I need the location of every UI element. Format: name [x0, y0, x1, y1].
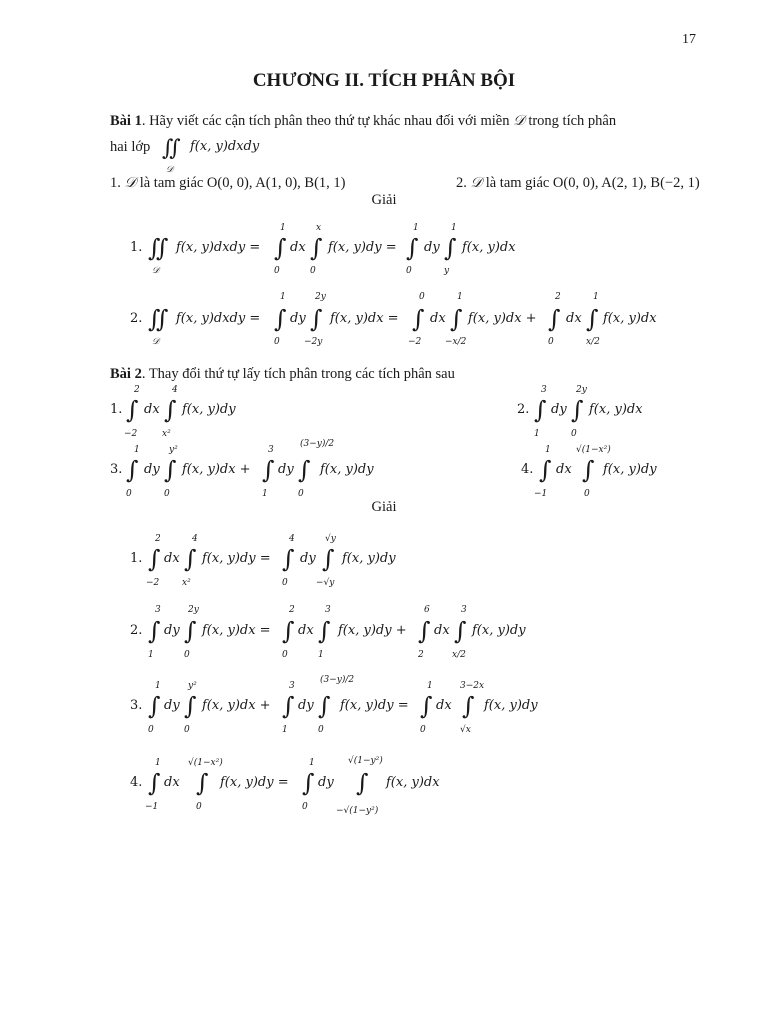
svg-text:0: 0: [184, 650, 190, 660]
case1-label: 1.: [110, 175, 121, 191]
bai2-solution-2: [130, 605, 526, 660]
svg-text:f(x, y)dxdy =: f(x, y)dxdy =: [176, 240, 261, 255]
svg-text:∫: ∫: [274, 234, 287, 262]
svg-text:0: 0: [310, 266, 316, 276]
svg-text:f(x, y)dx =: f(x, y)dx =: [330, 311, 399, 326]
svg-text:𝒟: 𝒟: [152, 266, 160, 276]
svg-text:∫: ∫: [282, 692, 295, 720]
svg-text:f(x, y)dx +: f(x, y)dx +: [182, 462, 251, 477]
svg-text:f(x, y)dy =: f(x, y)dy =: [340, 698, 409, 713]
svg-text:∫: ∫: [310, 234, 323, 262]
svg-text:f(x, y)dxdy: f(x, y)dxdy: [190, 139, 260, 154]
svg-text:∫: ∫: [282, 617, 295, 645]
svg-text:1: 1: [280, 292, 286, 302]
bai2-label: Bài 2: [110, 366, 142, 382]
svg-text:0: 0: [419, 292, 425, 302]
svg-text:y²: y²: [169, 445, 178, 455]
svg-text:4.: 4.: [521, 462, 534, 477]
svg-text:f(x, y)dy =: f(x, y)dy =: [328, 240, 397, 255]
bai1-solution-label: Giải: [371, 192, 397, 208]
svg-text:0: 0: [196, 802, 202, 812]
svg-text:∫: ∫: [454, 617, 467, 645]
svg-text:√y: √y: [325, 534, 336, 544]
svg-text:−2y: −2y: [304, 337, 323, 347]
bai2-solution-4: [130, 755, 440, 816]
svg-text:3−2x: 3−2x: [460, 681, 485, 691]
svg-text:dx: dx: [430, 311, 446, 326]
svg-text:2: 2: [555, 292, 561, 302]
svg-text:√(1−y²): √(1−y²): [348, 756, 383, 766]
svg-text:dy: dy: [144, 462, 160, 477]
svg-text:dx: dx: [434, 623, 450, 638]
svg-text:2: 2: [289, 605, 295, 615]
svg-text:f(x, y)dy =: f(x, y)dy =: [220, 775, 289, 790]
svg-text:∫: ∫: [274, 305, 287, 333]
svg-text:2: 2: [155, 534, 161, 544]
svg-text:4: 4: [289, 534, 295, 544]
svg-text:f(x, y)dx +: f(x, y)dx +: [468, 311, 537, 326]
svg-text:∫: ∫: [318, 692, 331, 720]
svg-text:6: 6: [424, 605, 430, 615]
svg-text:f(x, y)dy: f(x, y)dy: [182, 402, 236, 417]
svg-text:dy: dy: [164, 698, 180, 713]
svg-text:1: 1: [280, 223, 286, 233]
svg-text:∫: ∫: [548, 305, 561, 333]
svg-text:3: 3: [325, 605, 331, 615]
case2-text: là tam giác O(0, 0), A(2, 1), B(−2, 1): [485, 175, 700, 191]
svg-text:f(x, y)dy: f(x, y)dy: [603, 462, 657, 477]
svg-text:−√(1−y²): −√(1−y²): [336, 806, 379, 816]
svg-text:dx: dx: [436, 698, 452, 713]
svg-text:𝒟: 𝒟: [166, 165, 174, 175]
svg-text:∫: ∫: [539, 456, 552, 484]
svg-text:∫: ∫: [148, 545, 161, 573]
svg-text:∫: ∫: [406, 234, 419, 262]
svg-text:0: 0: [548, 337, 554, 347]
svg-text:dx: dx: [164, 775, 180, 790]
svg-text:2.: 2.: [130, 623, 143, 638]
svg-text:dx: dx: [556, 462, 572, 477]
bai2-solution-3: [130, 674, 538, 735]
page-number: 17: [682, 32, 696, 47]
svg-text:−2: −2: [408, 337, 422, 347]
svg-text:dy: dy: [551, 402, 567, 417]
svg-text:f(x, y)dy: f(x, y)dy: [484, 698, 538, 713]
svg-text:1: 1: [148, 650, 154, 660]
svg-text:f(x, y)dy +: f(x, y)dy +: [338, 623, 407, 638]
svg-text:0: 0: [302, 802, 308, 812]
svg-text:1: 1: [155, 758, 161, 768]
svg-text:f(x, y)dx =: f(x, y)dx =: [202, 623, 271, 638]
svg-text:0: 0: [406, 266, 412, 276]
svg-text:4.: 4.: [130, 775, 143, 790]
svg-text:dy: dy: [298, 698, 314, 713]
svg-text:0: 0: [571, 429, 577, 439]
svg-text:∫: ∫: [164, 396, 177, 424]
svg-text:(3−y)/2: (3−y)/2: [320, 675, 355, 685]
bai2-solution-label: Giải: [371, 499, 397, 515]
svg-text:2.: 2.: [130, 311, 143, 326]
svg-text:x/2: x/2: [452, 650, 466, 660]
svg-text:f(x, y)dx: f(x, y)dx: [462, 240, 516, 255]
svg-text:1: 1: [309, 758, 315, 768]
svg-text:∫: ∫: [184, 545, 197, 573]
svg-text:1: 1: [451, 223, 457, 233]
svg-text:2y: 2y: [315, 292, 326, 302]
double-integral-sign: ∬: [162, 136, 181, 161]
svg-text:√(1−x²): √(1−x²): [576, 445, 611, 455]
bai1-double-integral: [162, 136, 260, 175]
bai2-problem-1: [110, 385, 236, 439]
svg-text:∫: ∫: [571, 396, 584, 424]
svg-text:3: 3: [541, 385, 547, 395]
svg-text:1.: 1.: [130, 551, 143, 566]
svg-text:∫: ∫: [164, 456, 177, 484]
bai2-problem-4: [521, 444, 657, 499]
svg-text:1: 1: [413, 223, 419, 233]
svg-text:∫: ∫: [262, 456, 275, 484]
svg-text:f(x, y)dx: f(x, y)dx: [589, 402, 643, 417]
svg-text:∫: ∫: [418, 617, 431, 645]
svg-text:∫: ∫: [282, 545, 295, 573]
svg-text:𝒟: 𝒟: [152, 337, 160, 347]
svg-text:0: 0: [298, 489, 304, 499]
svg-text:3.: 3.: [110, 462, 123, 477]
case2-domain: 𝒟: [470, 175, 483, 191]
svg-text:∫: ∫: [420, 692, 433, 720]
svg-text:dy: dy: [278, 462, 294, 477]
svg-text:x²: x²: [162, 429, 171, 439]
case2-label: 2.: [456, 175, 467, 191]
svg-text:∫: ∫: [148, 692, 161, 720]
svg-text:f(x, y)dx +: f(x, y)dx +: [202, 698, 271, 713]
svg-text:1: 1: [318, 650, 324, 660]
svg-text:∫: ∫: [534, 396, 547, 424]
svg-text:∫: ∫: [126, 396, 139, 424]
svg-text:∫: ∫: [184, 617, 197, 645]
svg-text:∫: ∫: [196, 769, 209, 797]
svg-text:2: 2: [134, 385, 140, 395]
svg-text:0: 0: [126, 489, 132, 499]
svg-text:1: 1: [427, 681, 433, 691]
svg-text:2: 2: [418, 650, 424, 660]
bai2-problem-3: [110, 438, 374, 499]
svg-text:∬: ∬: [148, 234, 169, 262]
svg-text:1: 1: [593, 292, 599, 302]
svg-text:dy: dy: [290, 311, 306, 326]
svg-text:0: 0: [274, 337, 280, 347]
svg-text:∫: ∫: [148, 769, 161, 797]
svg-text:1: 1: [134, 445, 140, 455]
bai1-solution-2: [130, 292, 657, 347]
svg-text:∫: ∫: [310, 305, 323, 333]
svg-text:x²: x²: [182, 578, 191, 588]
svg-text:dy: dy: [164, 623, 180, 638]
svg-text:∫: ∫: [450, 305, 463, 333]
bai1-label: Bài 1: [110, 113, 142, 129]
svg-text:f(x, y)dx: f(x, y)dx: [386, 775, 440, 790]
svg-text:f(x, y)dy =: f(x, y)dy =: [202, 551, 271, 566]
svg-text:∫: ∫: [302, 769, 315, 797]
bai2-text: . Thay đổi thứ tự lấy tích phân trong các tích phân sau: [141, 366, 455, 382]
chapter-title: CHƯƠNG II. TÍCH PHÂN BỘI: [252, 70, 516, 91]
svg-text:∫: ∫: [356, 769, 369, 797]
svg-text:dx: dx: [298, 623, 314, 638]
svg-text:1.: 1.: [130, 240, 143, 255]
svg-text:2y: 2y: [576, 385, 587, 395]
domain-symbol: 𝒟: [513, 113, 525, 129]
svg-text:0: 0: [148, 725, 154, 735]
svg-text:dx: dx: [144, 402, 160, 417]
svg-text:dy: dy: [318, 775, 334, 790]
svg-text:−1: −1: [145, 802, 159, 812]
bai1-text: . Hãy viết các cận tích phân theo thứ tự khác nhau đối với miền: [141, 113, 510, 129]
svg-text:f(x, y)dy: f(x, y)dy: [342, 551, 396, 566]
svg-text:1: 1: [282, 725, 288, 735]
svg-text:−√y: −√y: [316, 578, 335, 588]
svg-text:1: 1: [262, 489, 268, 499]
svg-text:f(x, y)dx: f(x, y)dx: [603, 311, 657, 326]
bai1-line2-prefix: hai lớp: [110, 139, 151, 155]
svg-text:0: 0: [420, 725, 426, 735]
svg-text:dx: dx: [290, 240, 306, 255]
svg-text:−2: −2: [124, 429, 138, 439]
svg-text:√(1−x²): √(1−x²): [188, 758, 223, 768]
bai2-solution-1: [130, 533, 396, 588]
svg-text:f(x, y)dxdy =: f(x, y)dxdy =: [176, 311, 261, 326]
svg-text:0: 0: [164, 489, 170, 499]
svg-text:√x: √x: [460, 725, 471, 735]
svg-text:−2: −2: [146, 578, 160, 588]
svg-text:0: 0: [584, 489, 590, 499]
svg-text:1: 1: [545, 445, 551, 455]
svg-text:1: 1: [155, 681, 161, 691]
svg-text:dx: dx: [566, 311, 582, 326]
bai1-solution-1: [130, 223, 516, 276]
svg-text:0: 0: [282, 578, 288, 588]
svg-text:0: 0: [318, 725, 324, 735]
svg-text:1: 1: [457, 292, 463, 302]
svg-text:y: y: [444, 266, 450, 276]
svg-text:0: 0: [184, 725, 190, 735]
case1-domain: 𝒟: [124, 175, 137, 191]
svg-text:3: 3: [155, 605, 161, 615]
svg-text:∫: ∫: [126, 456, 139, 484]
svg-text:dy: dy: [424, 240, 440, 255]
svg-text:3: 3: [268, 445, 274, 455]
svg-text:1: 1: [534, 429, 540, 439]
svg-text:∫: ∫: [582, 456, 595, 484]
svg-text:x: x: [316, 223, 322, 233]
svg-text:∫: ∫: [184, 692, 197, 720]
svg-text:2y: 2y: [188, 605, 199, 615]
svg-text:0: 0: [282, 650, 288, 660]
svg-text:∫: ∫: [148, 617, 161, 645]
svg-text:−1: −1: [534, 489, 548, 499]
svg-text:∫: ∫: [586, 305, 599, 333]
svg-text:dy: dy: [300, 551, 316, 566]
bai2-problem-2: [517, 385, 643, 439]
svg-text:∬: ∬: [148, 305, 169, 333]
svg-text:∫: ∫: [322, 545, 335, 573]
svg-text:f(x, y)dy: f(x, y)dy: [472, 623, 526, 638]
svg-text:1.: 1.: [110, 402, 123, 417]
svg-text:(3−y)/2: (3−y)/2: [300, 439, 335, 449]
svg-text:3.: 3.: [130, 698, 143, 713]
svg-text:x/2: x/2: [586, 337, 600, 347]
svg-text:4: 4: [192, 534, 198, 544]
svg-text:0: 0: [274, 266, 280, 276]
svg-text:∫: ∫: [462, 692, 475, 720]
svg-text:∫: ∫: [412, 305, 425, 333]
svg-text:dx: dx: [164, 551, 180, 566]
case1-text: là tam giác O(0, 0), A(1, 0), B(1, 1): [139, 175, 346, 191]
bai1-text-tail: trong tích phân: [528, 113, 617, 129]
svg-text:f(x, y)dy: f(x, y)dy: [320, 462, 374, 477]
svg-text:∫: ∫: [444, 234, 457, 262]
svg-text:∫: ∫: [298, 456, 311, 484]
svg-text:−x/2: −x/2: [445, 337, 467, 347]
svg-text:4: 4: [172, 385, 178, 395]
svg-text:y²: y²: [188, 681, 197, 691]
svg-text:3: 3: [289, 681, 295, 691]
svg-text:∫: ∫: [318, 617, 331, 645]
svg-text:2.: 2.: [517, 402, 530, 417]
svg-text:3: 3: [461, 605, 467, 615]
